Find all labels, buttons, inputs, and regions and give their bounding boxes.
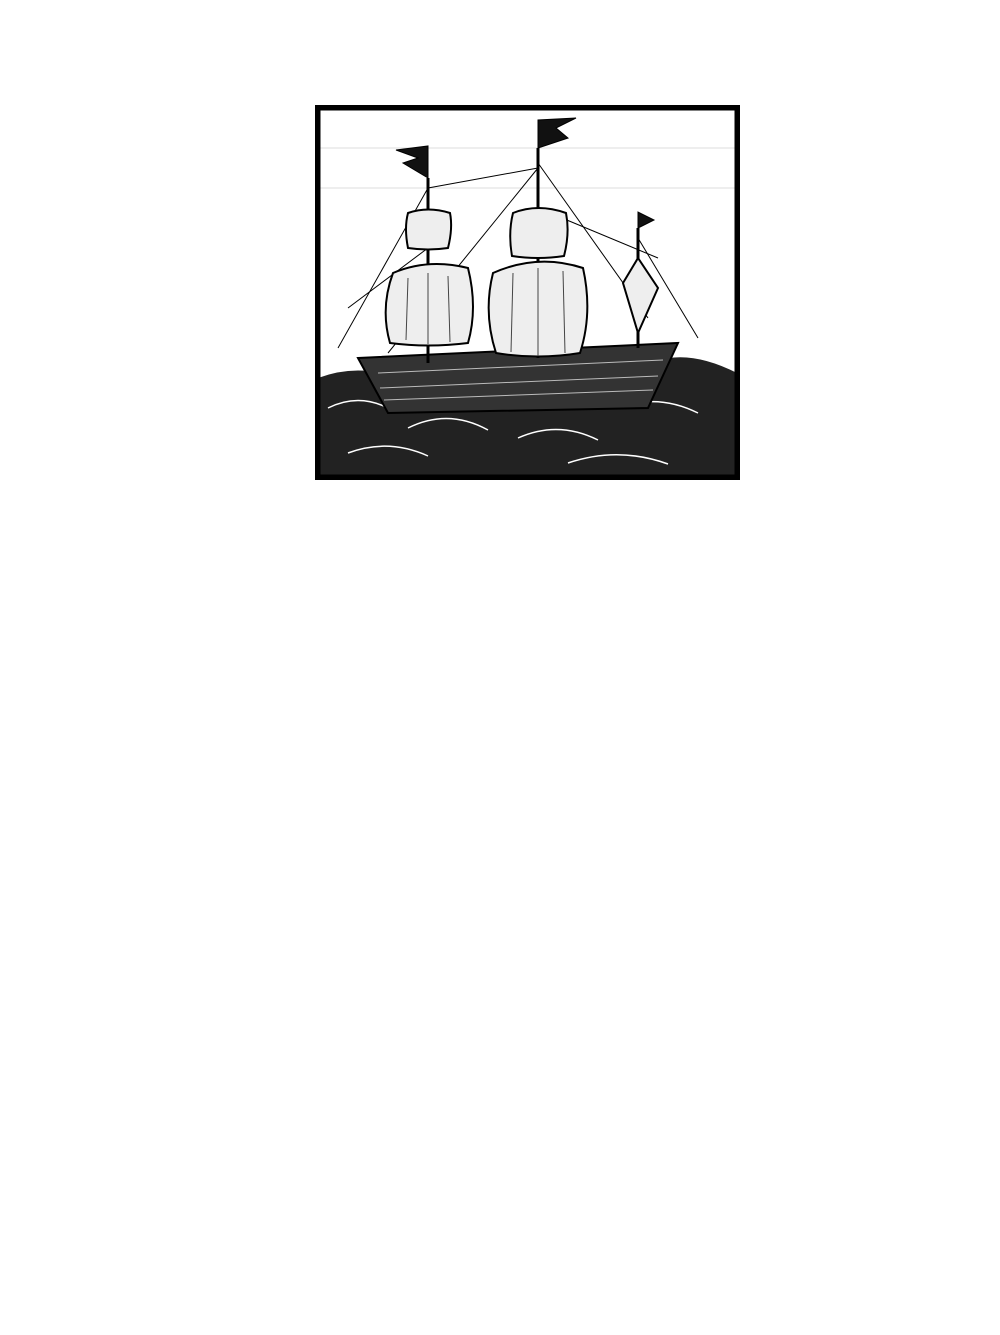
- ornamental-border-top: [140, 40, 910, 88]
- verse-column-1: [172, 545, 392, 547]
- column-separator-ornament: [650, 555, 664, 1220]
- column-separator-ornament: [397, 555, 411, 1220]
- ship-woodcut-illustration: [315, 105, 740, 480]
- ornamental-border-bottom: [140, 1222, 910, 1258]
- ship-woodcut-icon: [318, 108, 737, 477]
- ornamental-border-right: [902, 45, 940, 1255]
- ornamental-border-left: [138, 40, 168, 1255]
